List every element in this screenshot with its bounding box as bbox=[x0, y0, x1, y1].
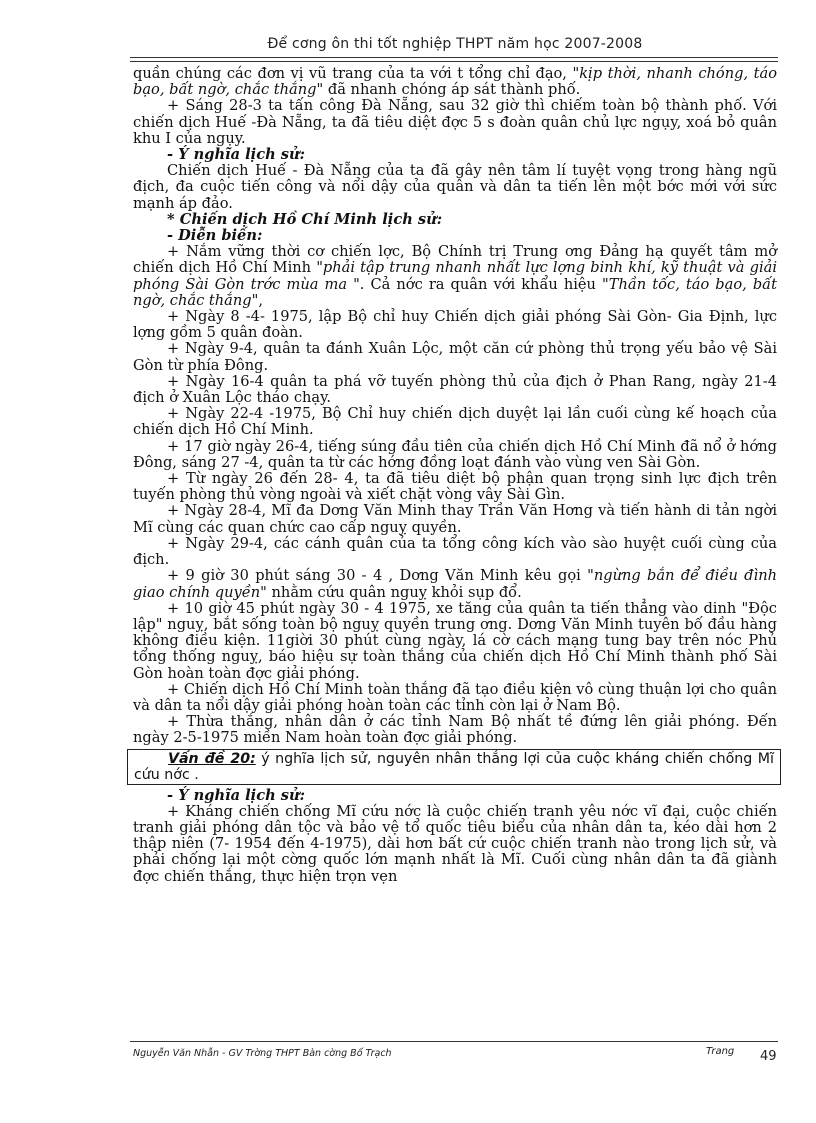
page-header-title: Để cơng ôn thi tốt nghiệp THPT năm học 2007-2008 bbox=[267, 36, 643, 52]
paragraph: + Ngày 8 -4- 1975, lập Bộ chỉ huy Chiến dịch giải phóng Sài Gòn- Gia Định, lực lợng gồm 5 quân đoàn. bbox=[133, 308, 777, 342]
footer-page-label: Trang bbox=[706, 1046, 735, 1057]
footer-author: Nguyễn Văn Nhẫn - GV Trờng THPT Bàn cờng Bố Trạch bbox=[133, 1048, 392, 1059]
paragraph: Chiến dịch Huế - Đà Nẵng của ta đã gây nên tâm lí tuyệt vọng trong hàng ngũ địch, đa cuộc tiến công và nổi dậy của quân và dân ta tiến lên một bớc mới với sức mạnh áp đảo. bbox=[133, 162, 777, 212]
paragraph: + 10 giờ 45 phút ngày 30 - 4 1975, xe tăng của quân ta tiến thẳng vào dinh "Độc lập" nguỵ, bắt sống toàn bộ nguỵ quyền trung ơng. Dơng Văn Minh tuyên bố đầu hàng không điều kiện. 11giời 30 phút cùng ngày, lá cờ cách mạng tung bay trên nóc Phủ tổng thống nguỵ, báo hiệu sự toàn thắng của chiến dịch Hồ Chí Minh thành phố Sài Gòn hoàn toàn đợc giải phóng. bbox=[133, 599, 777, 682]
question-text: ý nghĩa lịch sử, nguyên nhân thắng lợi của cuộc kháng chiến chống Mĩ cứu nớc . bbox=[134, 750, 774, 783]
question-label: Vấn đề 20: bbox=[168, 750, 256, 767]
paragraph: + Từ ngày 26 đến 28- 4, ta đã tiêu diệt bộ phận quan trọng sinh lực địch trên tuyến phòng thủ vòng ngoài và xiết chặt vòng vây Sài Gìn. bbox=[133, 470, 777, 504]
paragraph: + Ngày 29-4, các cánh quân của ta tổng công kích vào sào huyệt cuối cùng của địch. bbox=[133, 534, 777, 569]
paragraph: + Thừa thắng, nhân dân ở các tỉnh Nam Bộ nhất tề đứng lên giải phóng. Đến ngày 2-5-1975 miền Nam hoàn toàn đợc giải phóng. bbox=[133, 713, 777, 747]
paragraph: + 17 giờ ngày 26-4, tiếng súng đầu tiên của chiến dịch Hồ Chí Minh đã nổ ở hớng Đông, sáng 27 -4, quân ta từ các hớng đồng loạt đánh vào vùng ven Sài Gòn. bbox=[133, 437, 777, 471]
section-heading: * Chiến dịch Hồ Chí Minh lịch sử: bbox=[167, 210, 443, 228]
paragraph: + 9 giờ 30 phút sáng 30 - 4 , Dơng Văn Minh kêu gọi "ngừng bắn để điều đình giao chính quyền" nhằm cứu quân nguỵ khỏi sụp đổ. bbox=[133, 567, 777, 601]
section-heading: - Ý nghĩa lịch sử: bbox=[167, 146, 306, 164]
paragraph: + Chiến dịch Hồ Chí Minh toàn thắng đã tạo điều kiện vô cùng thuận lợi cho quân và dân ta nổi dậy giải phóng hoàn toàn các tỉnh còn lại ở Nam Bộ. bbox=[133, 680, 777, 714]
footer-rule bbox=[130, 1041, 778, 1042]
document-body bbox=[133, 66, 777, 885]
paragraph: quần chúng các đơn vị vũ trang của ta với t tổng chỉ đạo, "kịp thời, nhanh chóng, táo bạo, bất ngờ, chắc thắng" đã nhanh chóng áp sát thành phố. bbox=[133, 65, 777, 99]
paragraph: + Ngày 9-4, quân ta đánh Xuân Lộc, một căn cứ phòng thủ trọng yếu bảo vệ Sài Gòn từ phía Đông. bbox=[133, 340, 777, 374]
paragraph: + Sáng 28-3 ta tấn công Đà Nẵng, sau 32 giờ thì chiếm toàn bộ thành phố. Với chiến dịch Huế -Đà Nẵng, ta đã tiêu diệt đợc 5 s đoàn quân chủ lực ngụy, xoá bỏ quân khu I của ngụy. bbox=[133, 97, 777, 147]
paragraph: + Kháng chiến chống Mĩ cứu nớc là cuộc chiến tranh yêu nớc vĩ đại, cuộc chiến tranh giải phóng dân tộc và bảo vệ tổ quốc tiêu biểu của nhân dân ta, kéo dài hơn 2 thập niên (7- 1954 đến 4-1975), dài hơn bất cứ cuộc chiến tranh nào trong lịch sử, và phải chống lại một cờng quốc lớn mạnh nhất là Mĩ. Cuối cùng nhân dân ta đã giành đợc chiến thắng, thực hiện trọn vẹn bbox=[133, 802, 777, 885]
paragraph: + Nắm vững thời cơ chiến lợc, Bộ Chính trị Trung ơng Đảng hạ quyết tâm mở chiến dịch Hồ Chí Minh "phải tập trung nhanh nhất lực lợng binh khí, kỹ thuật và giải phóng Sài Gòn trớc mùa ma ". Cả nớc ra quân với khẩu hiệu "Thần tốc, táo bạo, bất ngờ, chắc thắng", bbox=[133, 243, 777, 309]
section-heading: - Diễn biến: bbox=[167, 227, 263, 245]
header-rule-bottom bbox=[130, 61, 778, 62]
paragraph: + Ngày 28-4, Mĩ đa Dơng Văn Minh thay Trần Văn Hơng và tiến hành di tản ngời Mĩ cùng các quan chức cao cấp nguỵ quyền. bbox=[133, 502, 777, 536]
paragraph: + Ngày 22-4 -1975, Bộ Chỉ huy chiến dịch duyệt lại lần cuối cùng kế hoạch của chiến dịch Hồ Chí Minh. bbox=[133, 405, 777, 439]
paragraph: + Ngày 16-4 quân ta phá vỡ tuyến phòng thủ của địch ở Phan Rang, ngày 21-4 địch ở Xuân Lộc tháo chạy. bbox=[133, 372, 777, 407]
question-box bbox=[127, 749, 781, 785]
page-number: 49 bbox=[760, 1049, 777, 1064]
section-heading: - Ý nghĩa lịch sử: bbox=[167, 786, 306, 804]
header-rule-top bbox=[130, 57, 778, 58]
